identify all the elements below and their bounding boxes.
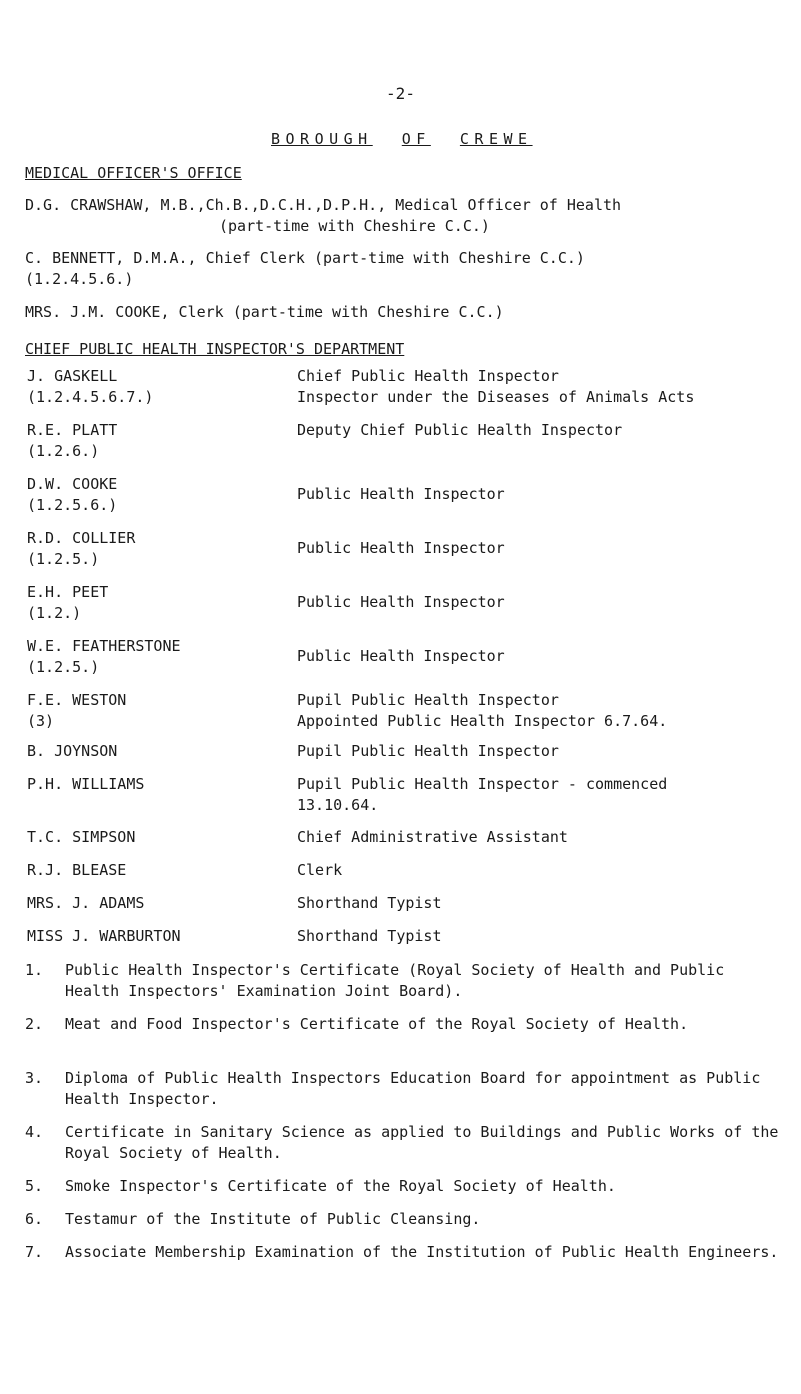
staff-role-detail: 13.10.64.: [297, 796, 379, 814]
staff-name: R.D. COLLIER: [27, 529, 136, 547]
staff-role-cell: [297, 592, 797, 613]
staff-quals: (1.2.5.): [27, 550, 100, 568]
staff-name: R.E. PLATT: [27, 421, 118, 439]
staff-role: Chief Administrative Assistant: [297, 828, 568, 846]
staff-role-cell: [297, 860, 797, 881]
staff-name: R.J. BLEASE: [27, 861, 127, 879]
note-number: 6.: [25, 1210, 44, 1228]
staff-role-cell: [297, 893, 797, 914]
staff-role: Shorthand Typist: [297, 894, 442, 912]
staff-name-cell: [27, 528, 287, 570]
document-heading: [271, 130, 533, 148]
staff-name: MRS. J. ADAMS: [27, 894, 145, 912]
staff-name: P.H. WILLIAMS: [27, 775, 145, 793]
medical-line: (part-time with Cheshire C.C.): [219, 217, 490, 235]
staff-role-cell: [297, 538, 797, 559]
staff-quals: (1.2.5.6.): [27, 496, 118, 514]
staff-name-cell: [27, 893, 287, 914]
staff-role: Public Health Inspector: [297, 539, 505, 557]
staff-name-cell: [27, 860, 287, 881]
note-text: Testamur of the Institute of Public Cleansing.: [65, 1210, 481, 1228]
staff-name-cell: [27, 774, 287, 795]
staff-quals: (3): [27, 712, 55, 730]
staff-role-cell: [297, 366, 797, 408]
staff-role: Pupil Public Health Inspector: [297, 742, 559, 760]
staff-name-cell: [27, 827, 287, 848]
heading-word-of: OF: [401, 130, 431, 148]
note-number: 1.: [25, 961, 44, 979]
staff-role: Deputy Chief Public Health Inspector: [297, 421, 623, 439]
staff-name-cell: [27, 474, 287, 516]
medical-line: D.G. CRAWSHAW, M.B.,Ch.B.,D.C.H.,D.P.H., Medical Officer of Health: [25, 196, 622, 214]
staff-name: T.C. SIMPSON: [27, 828, 136, 846]
medical-line: MRS. J.M. COOKE, Clerk (part-time with Cheshire C.C.): [25, 303, 504, 321]
staff-quals: (1.2.): [27, 604, 82, 622]
page-number: -2-: [386, 84, 415, 103]
staff-role-cell: [297, 774, 797, 816]
staff-name: J. GASKELL: [27, 367, 118, 385]
staff-role: Shorthand Typist: [297, 927, 442, 945]
staff-quals: (1.2.4.5.6.7.): [27, 388, 154, 406]
staff-role: Public Health Inspector: [297, 647, 505, 665]
staff-name: D.W. COOKE: [27, 475, 118, 493]
note-text: Smoke Inspector's Certificate of the Royal Society of Health.: [65, 1177, 616, 1195]
medical-section-title: MEDICAL OFFICER'S OFFICE: [25, 164, 242, 182]
staff-name-cell: [27, 420, 287, 462]
staff-name-cell: [27, 690, 287, 732]
staff-name-cell: [27, 926, 287, 947]
staff-name: MISS J. WARBURTON: [27, 927, 181, 945]
staff-name-cell: [27, 366, 287, 408]
note-text: Certificate in Sanitary Science as applied to Buildings and Public Works of the Royal Society of Health.: [65, 1123, 779, 1162]
staff-role: Pupil Public Health Inspector - commenced: [297, 775, 668, 793]
note-number: 3.: [25, 1069, 44, 1087]
note-text: Public Health Inspector's Certificate (Royal Society of Health and Public Health Inspectors' Examination Joint Board).: [65, 961, 725, 1000]
note-text: Associate Membership Examination of the Institution of Public Health Engineers.: [65, 1243, 779, 1261]
staff-role: Public Health Inspector: [297, 593, 505, 611]
phi-section-title: CHIEF PUBLIC HEALTH INSPECTOR'S DEPARTMENT: [25, 340, 405, 358]
staff-role-cell: [297, 420, 797, 441]
note-number: 2.: [25, 1015, 44, 1033]
staff-role-cell: [297, 926, 797, 947]
staff-role-cell: [297, 690, 797, 732]
staff-quals: (1.2.6.): [27, 442, 100, 460]
staff-name: F.E. WESTON: [27, 691, 127, 709]
staff-name: B. JOYNSON: [27, 742, 118, 760]
medical-line: (1.2.4.5.6.): [25, 270, 134, 288]
note-text: Diploma of Public Health Inspectors Education Board for appointment as Public Health Inspector.: [65, 1069, 761, 1108]
staff-role: Clerk: [297, 861, 343, 879]
note-number: 5.: [25, 1177, 44, 1195]
note-text: Meat and Food Inspector's Certificate of the Royal Society of Health.: [65, 1015, 689, 1033]
note-number: 4.: [25, 1123, 44, 1141]
staff-role: Pupil Public Health Inspector: [297, 691, 559, 709]
staff-role: Public Health Inspector: [297, 485, 505, 503]
staff-name-cell: [27, 636, 287, 678]
staff-role: Chief Public Health Inspector: [297, 367, 559, 385]
staff-role-detail: Inspector under the Diseases of Animals Acts: [297, 388, 695, 406]
heading-word-borough: BOROUGH: [271, 130, 373, 148]
staff-role-cell: [297, 484, 797, 505]
staff-name: W.E. FEATHERSTONE: [27, 637, 181, 655]
medical-line: C. BENNETT, D.M.A., Chief Clerk (part-time with Cheshire C.C.): [25, 249, 585, 267]
staff-role-detail: Appointed Public Health Inspector 6.7.64.: [297, 712, 668, 730]
staff-role-cell: [297, 646, 797, 667]
staff-role-cell: [297, 827, 797, 848]
note-number: 7.: [25, 1243, 44, 1261]
staff-name-cell: [27, 582, 287, 624]
heading-word-crewe: CREWE: [459, 130, 533, 148]
staff-name-cell: [27, 741, 287, 762]
staff-name: E.H. PEET: [27, 583, 109, 601]
staff-role-cell: [297, 741, 797, 762]
staff-quals: (1.2.5.): [27, 658, 100, 676]
